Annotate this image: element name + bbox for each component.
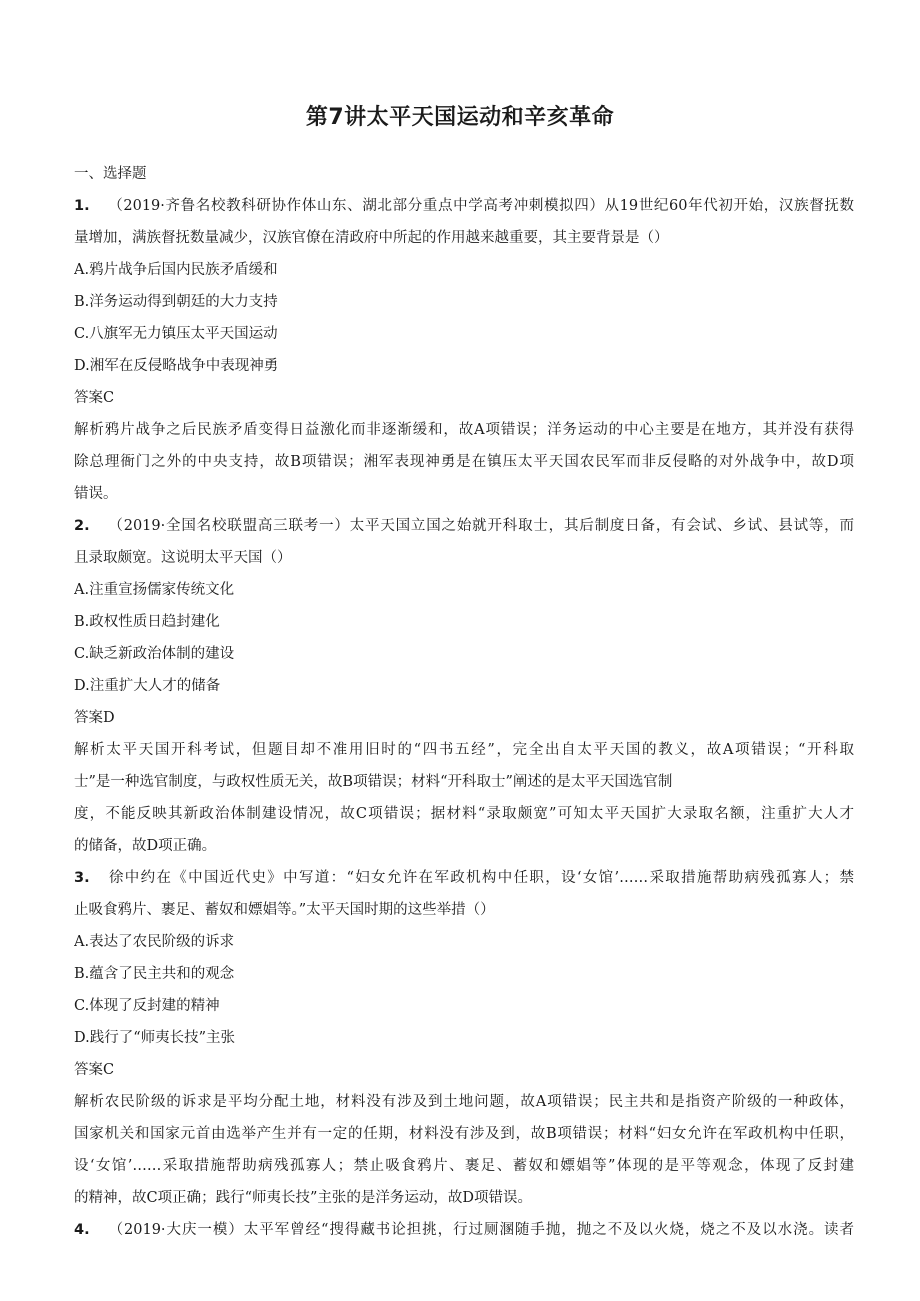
question-stem: 1. （2019·齐鲁名校教科研协作体山东、湖北部分重点中学高考冲刺模拟四）从19世纪60年代初开始，汉族督抚数: [74, 198, 854, 214]
analysis-line: 错误。: [74, 486, 118, 502]
option-d: D.践行了“师夷长技”主张: [74, 1030, 236, 1046]
analysis-line: 解析鸦片战争之后民族矛盾变得日益激化而非逐渐缓和，故A项错误；洋务运动的中心主要是在地方，其并没有获得: [74, 422, 854, 438]
analysis-line: 的精神，故C项正确；践行“师夷长技”主张的是洋务运动，故D项错误。: [74, 1190, 533, 1206]
analysis-line: 度，不能反映其新政治体制建设情况，故C项错误；据材料“录取颇宽”可知太平天国扩大录取名额，注重扩大人才: [74, 806, 854, 822]
option-a: A.表达了农民阶级的诉求: [74, 934, 235, 950]
analysis-line: 设‘女馆’……采取措施帮助病残孤寡人；禁止吸食鸦片、裹足、蓄奴和嫖娼等”体现的是平等观念，体现了反封建: [74, 1158, 854, 1174]
answer: 答案D: [74, 710, 115, 726]
question-1: [74, 190, 854, 510]
question-stem: 4. （2019·大庆一模）太平军曾经“搜得藏书论担挑，行过厕溷随手抛，抛之不及以火烧，烧之不及以水浇。读者: [74, 1222, 854, 1238]
question-stem-cont: 且录取颇宽。这说明太平天国（）: [74, 550, 292, 566]
question-stem: 2. （2019·全国名校联盟高三联考一）太平天国立国之始就开科取士，其后制度日备，有会试、乡试、县试等，而: [74, 518, 854, 534]
question-stem: 3. 徐中约在《中国近代史》中写道：“妇女允许在军政机构中任职，设‘女馆’……采取措施帮助病残孤寡人；禁: [74, 870, 854, 886]
question-number: 1.: [74, 198, 90, 214]
question-2: [74, 510, 854, 862]
analysis-line: 解析农民阶级的诉求是平均分配土地，材料没有涉及到土地问题，故A项错误；民主共和是指资产阶级的一种政体，: [74, 1094, 854, 1110]
question-stem-cont: 止吸食鸦片、裹足、蓄奴和嫖娼等。”太平天国时期的这些举措（）: [74, 902, 495, 918]
question-number: 4.: [74, 1222, 90, 1238]
analysis-line: 除总理衙门之外的中央支持，故B项错误；湘军表现神勇是在镇压太平天国农民军而非反侵略的对外战争中，故D项: [74, 454, 854, 470]
option-b: B.洋务运动得到朝廷的大力支持: [74, 294, 278, 310]
option-d: D.注重扩大人才的储备: [74, 678, 221, 694]
analysis-line: 国家机关和国家元首由选举产生并有一定的任期，材料没有涉及到，故B项错误；材料“妇女允许在军政机构中任职，: [74, 1126, 854, 1142]
question-4: [74, 1214, 854, 1246]
page-title: 第7讲太平天国运动和辛亥革命: [305, 105, 615, 130]
option-b: B.政权性质日趋封建化: [74, 614, 220, 630]
option-c: C.八旗军无力镇压太平天国运动: [74, 326, 278, 342]
question-stem-cont: 量增加，满族督抚数量减少，汉族官僚在清政府中所起的作用越来越重要，其主要背景是（）: [74, 230, 669, 246]
option-b: B.蕴含了民主共和的观念: [74, 966, 235, 982]
section-heading: 一、选择题: [74, 166, 147, 182]
answer: 答案C: [74, 390, 115, 406]
question-number: 3.: [74, 870, 90, 886]
analysis-line: 的储备，故D项正确。: [74, 838, 217, 854]
option-c: C.体现了反封建的精神: [74, 998, 220, 1014]
option-a: A.注重宣扬儒家传统文化: [74, 582, 235, 598]
answer: 答案C: [74, 1062, 115, 1078]
question-number: 2.: [74, 518, 90, 534]
question-3: [74, 862, 854, 1214]
analysis-line: 士”是一种选官制度，与政权性质无关，故B项错误；材料“开科取士”阐述的是太平天国选官制: [74, 774, 673, 790]
document-body: [74, 158, 854, 1246]
option-d: D.湘军在反侵略战争中表现神勇: [74, 358, 279, 374]
option-a: A.鸦片战争后国内民族矛盾缓和: [74, 262, 278, 278]
analysis-line: 解析太平天国开科考试，但题目却不准用旧时的“四书五经”，完全出自太平天国的教义，故A项错误；“开科取: [74, 742, 854, 758]
option-c: C.缺乏新政治体制的建设: [74, 646, 235, 662]
